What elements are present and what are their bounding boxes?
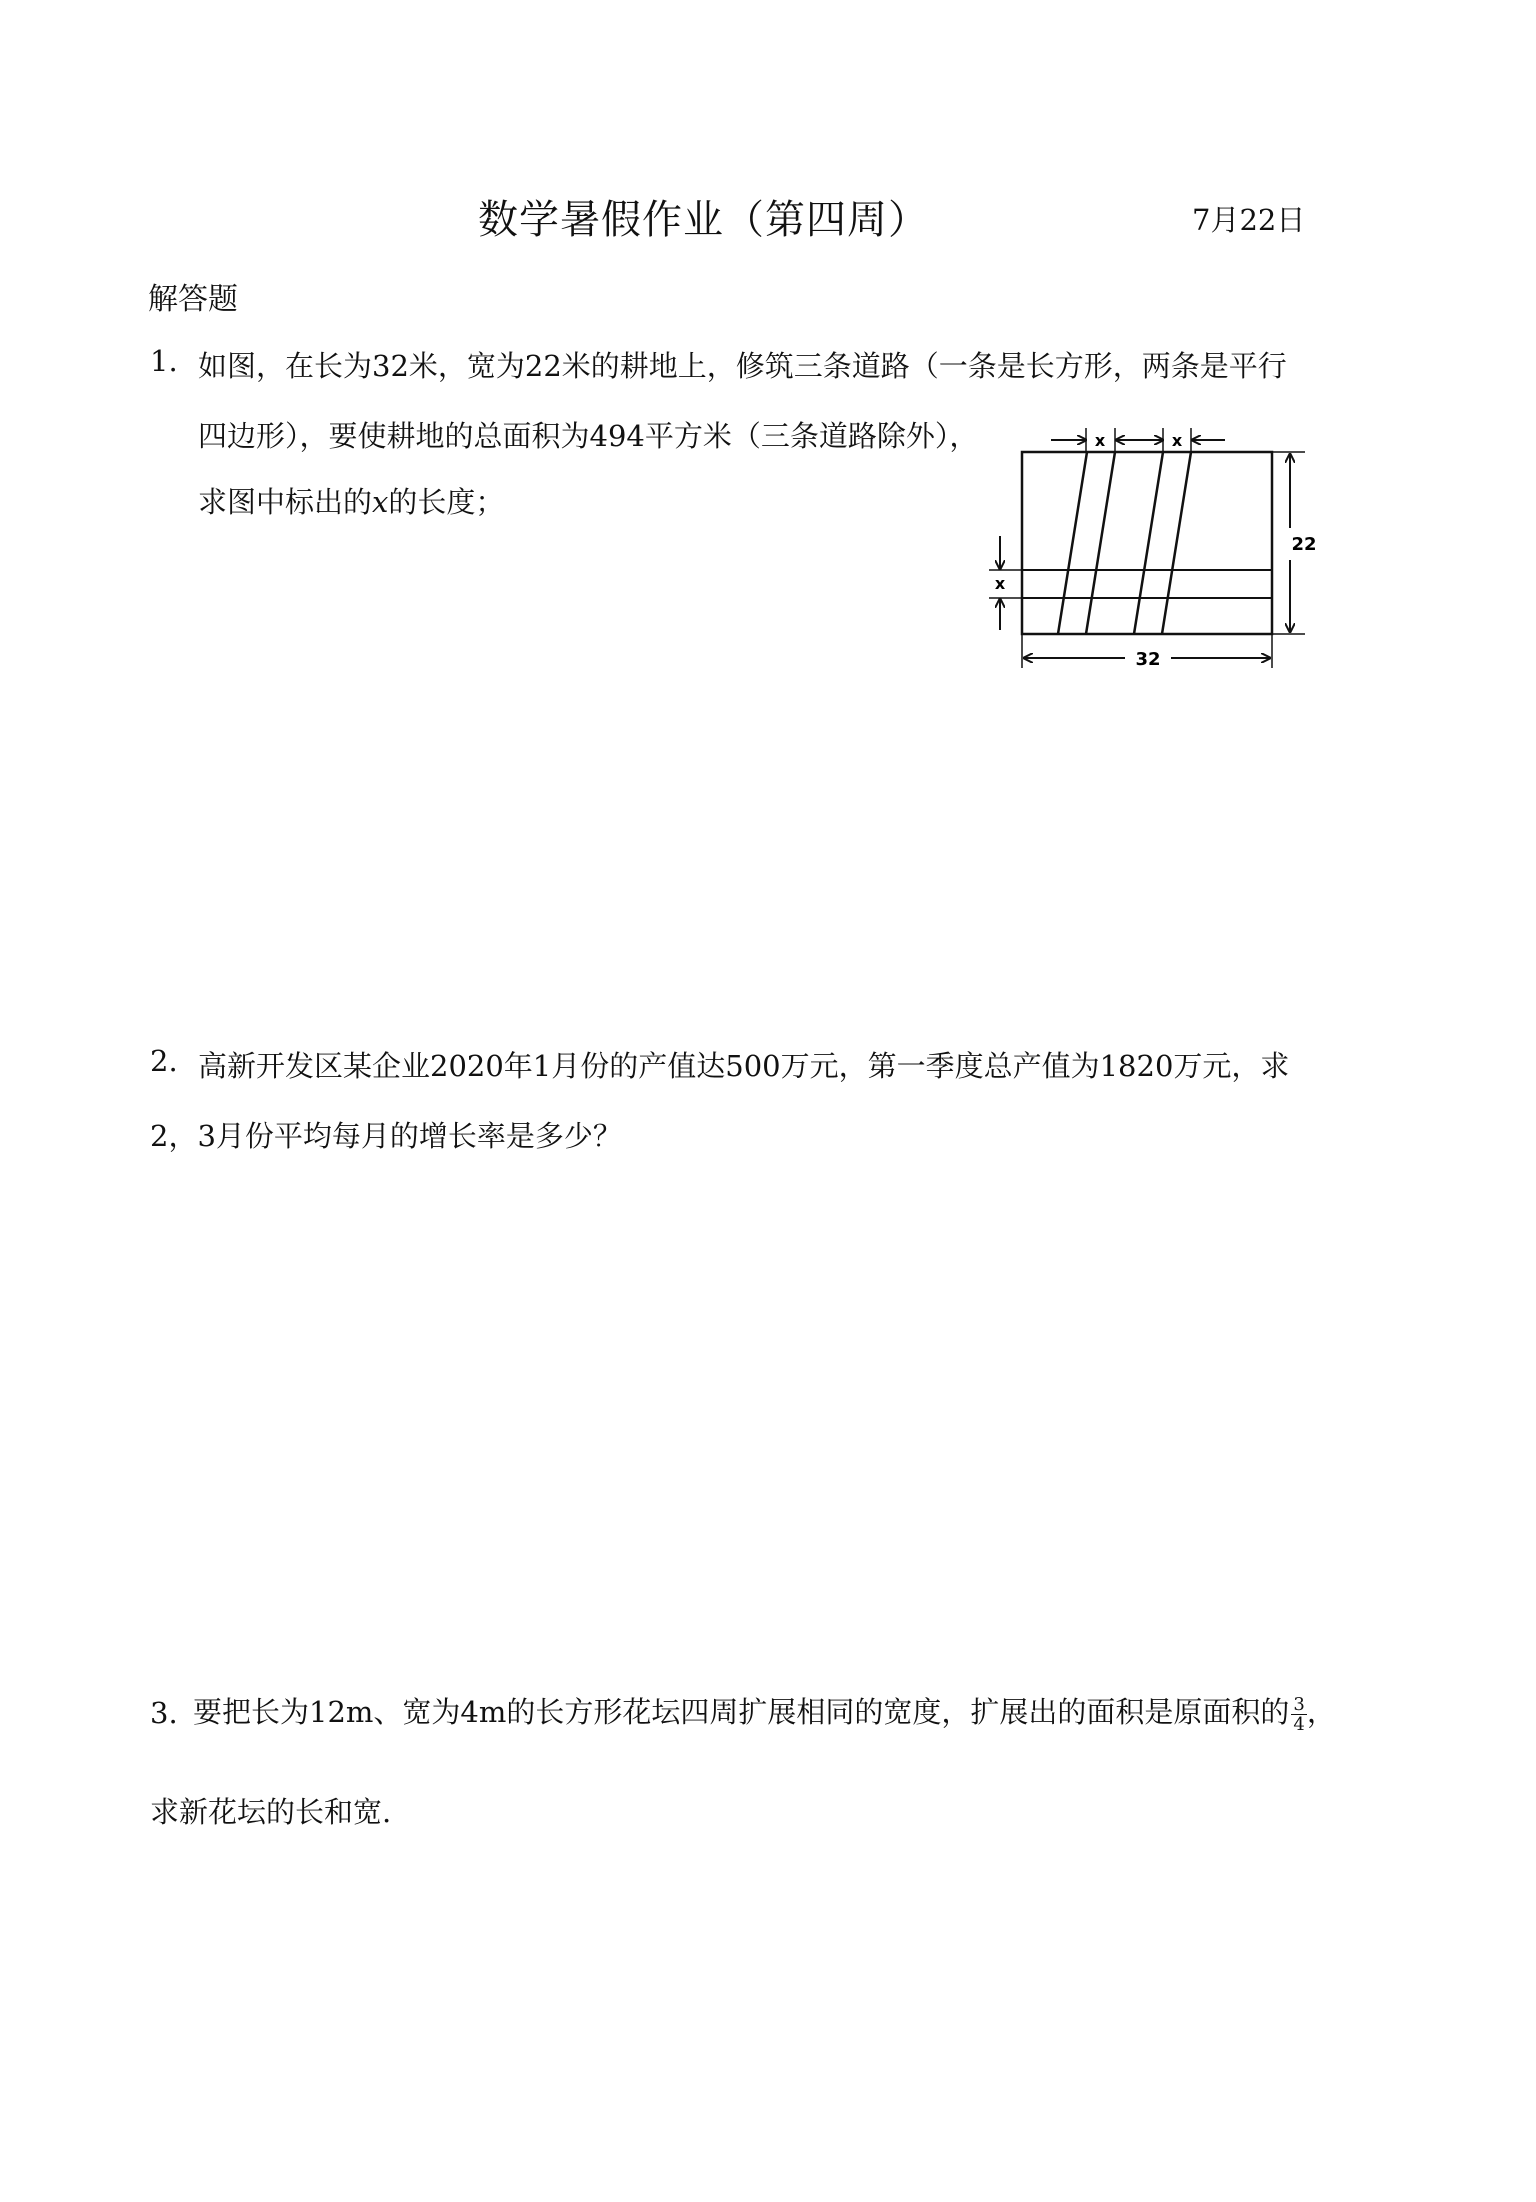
fraction-numerator: 3 [1293,1693,1305,1715]
question-1-line-1: 如图，在长为32米，宽为22米的耕地上，修筑三条道路（一条是长方形，两条是平行 [198,349,1287,383]
question-1-variable: x [372,485,389,519]
question-1-line-2: 四边形），要使耕地的总面积为494平方米（三条道路除外）， [198,419,979,453]
question-2-line-2: 2，3月份平均每月的增长率是多少？ [150,1119,622,1153]
height-label: 22 [1291,534,1317,555]
page-date: 7月22日 [1192,203,1306,237]
top-x-label-2: x [1171,431,1183,450]
question-2-line-1: 高新开发区某企业2020年1月份的产值达500万元，第一季度总产值为1820万元，求 [198,1049,1290,1083]
fraction-three-quarters [1291,1695,1306,1734]
section-label: 解答题 [148,282,238,317]
question-3-line-1-post: ， [1306,1695,1336,1729]
field-rectangle [1022,452,1272,634]
road-b-right [1162,452,1191,634]
question-1-number: 1. [150,344,178,378]
question-3-line-1-pre: 要把长为12m、宽为4m的长方形花坛四周扩展相同的宽度，扩展出的面积是原面积的 [193,1695,1290,1729]
top-x-label-1: x [1094,431,1106,450]
road-b-left [1134,452,1163,634]
side-x-label: x [994,574,1006,593]
road-a-right [1086,452,1115,634]
page-title: 数学暑假作业（第四周） [478,197,929,243]
question-3-line-1 [193,1690,1336,1734]
question-1-line-3-pre: 求图中标出的 [198,485,373,519]
road-a-left [1058,452,1087,634]
question-1-line-3-post: 的长度； [388,485,505,519]
field-roads-figure [985,418,1325,682]
question-3-number: 3. [150,1696,178,1730]
question-3-line-2: 求新花坛的长和宽. [150,1795,392,1829]
width-label: 32 [1135,649,1161,670]
question-1-line-3 [198,480,504,521]
fraction-denominator: 4 [1293,1713,1305,1735]
question-2-number: 2. [150,1044,178,1078]
